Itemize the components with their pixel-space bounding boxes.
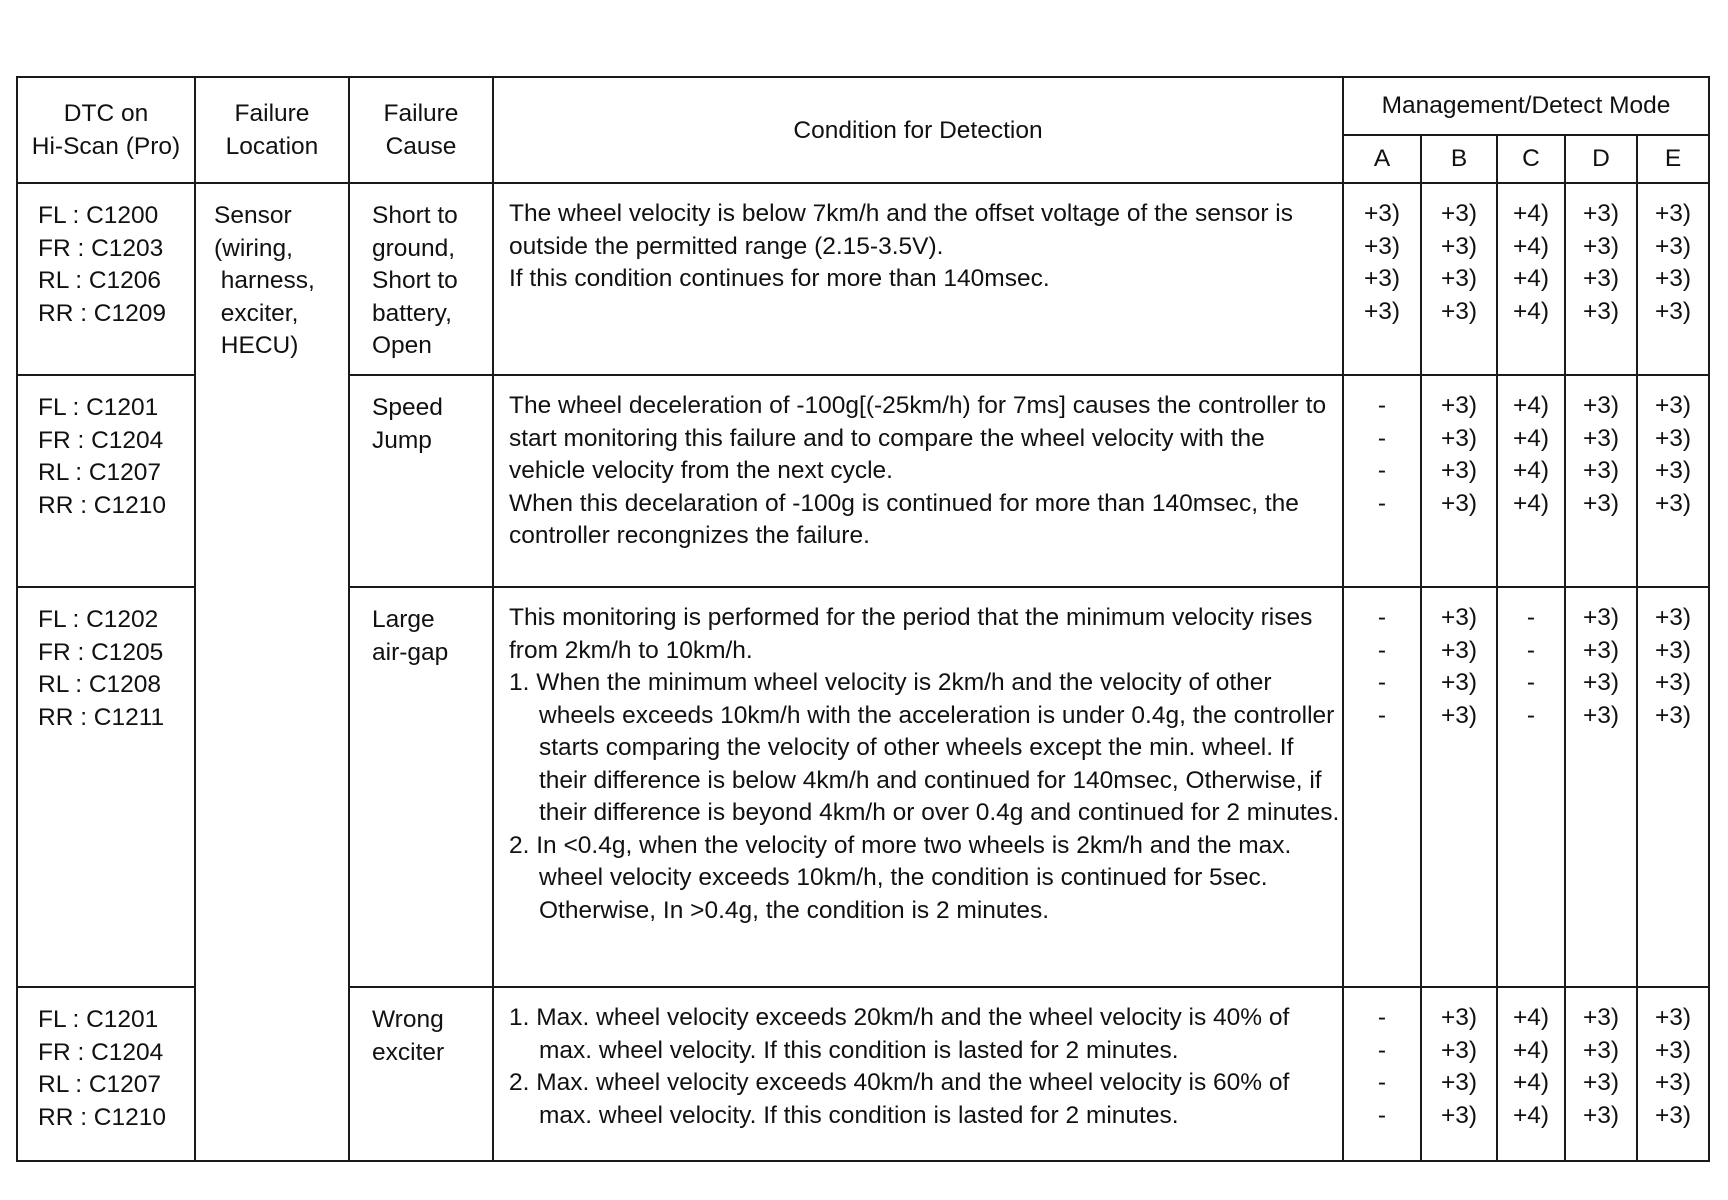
dtc-table (16, 76, 1710, 1162)
mode-value: +4) (1512, 1004, 1550, 1031)
failure-cause-line: Large (372, 606, 435, 633)
header-location-line-1: Failure (234, 100, 310, 127)
mode-value: - (1377, 604, 1387, 631)
mode-value: +3) (1654, 232, 1692, 260)
mode-a-cell (1343, 183, 1421, 375)
mode-c-cell (1497, 183, 1565, 375)
mode-value: +3) (1363, 200, 1401, 227)
mode-value: +3) (1654, 200, 1692, 227)
mode-value: +3) (1440, 669, 1478, 696)
mode-a-cell (1343, 587, 1421, 987)
mode-value: +3) (1582, 424, 1620, 452)
dtc-code: RR : C1210 (38, 491, 167, 519)
mode-value: - (1377, 1036, 1387, 1064)
mode-value: +3) (1582, 457, 1620, 484)
header-dtc (17, 77, 195, 183)
dtc-code: FR : C1203 (38, 234, 164, 262)
mode-value: +3) (1582, 200, 1620, 227)
mode-value: +3) (1440, 1004, 1478, 1031)
header-dtc-line-1: DTC on (63, 100, 149, 127)
mode-value: +3) (1654, 1004, 1692, 1031)
mode-value: +3) (1440, 1036, 1478, 1064)
header-condition: Condition for Detection (493, 77, 1343, 183)
condition-item: 1. When the minimum wheel velocity is 2km/h and the velocity of other wheels exceeds 10km/h with the acceleration is under 0.4g, the controller starts comparing the velocity of other wheels except the min. wheel. If their difference is below 4km/h and continued for 140msec, Otherwise, if their difference is beyond 4km/h or over 0.4g and continued for 2 minutes. (509, 669, 1340, 826)
mode-value: - (1377, 669, 1387, 696)
header-location-line-2: Location (225, 133, 319, 160)
mode-value: +4) (1512, 1101, 1550, 1129)
mode-value: +4) (1512, 200, 1550, 227)
mode-value: +4) (1512, 489, 1550, 517)
condition-item: 1. Max. wheel velocity exceeds 20km/h and the wheel velocity is 40% of max. wheel velocity. If this condition is lasted for 2 minutes. (509, 1004, 1290, 1064)
mode-e-cell (1637, 587, 1709, 987)
failure-cause-line: Jump (372, 426, 432, 454)
mode-value: +3) (1582, 297, 1620, 325)
mode-value: - (1377, 701, 1387, 729)
mode-value: - (1526, 604, 1536, 631)
mode-value: +3) (1654, 1036, 1692, 1064)
failure-cause-line: ground, (372, 234, 456, 262)
condition-paragraph: This monitoring is performed for the period that the minimum velocity rises from 2km/h to 10km/h. (509, 604, 1313, 664)
mode-value: - (1526, 636, 1536, 664)
dtc-code: RL : C1208 (38, 671, 162, 698)
condition-cell (493, 375, 1343, 587)
mode-value: +3) (1582, 636, 1620, 664)
mode-value: +3) (1654, 489, 1692, 517)
mode-value: +4) (1512, 424, 1550, 452)
mode-value: +3) (1654, 424, 1692, 452)
mode-value: +3) (1582, 265, 1620, 292)
header-mode-group: Management/Detect Mode (1343, 77, 1709, 135)
mode-value: +3) (1582, 232, 1620, 260)
mode-value: +3) (1363, 265, 1401, 292)
mode-value: +3) (1440, 200, 1478, 227)
mode-value: +3) (1654, 669, 1692, 696)
dtc-code: RR : C1209 (38, 299, 167, 327)
header-mode-b: B (1421, 135, 1497, 183)
table-row (17, 183, 1709, 375)
mode-value: +4) (1512, 1069, 1550, 1096)
mode-value: +3) (1654, 701, 1692, 729)
failure-cause-line: Open (372, 332, 432, 359)
mode-value: +3) (1440, 457, 1478, 484)
mode-value: - (1377, 1004, 1387, 1031)
failure-cause-cell (349, 587, 493, 987)
mode-value: +3) (1440, 489, 1478, 517)
mode-value: +3) (1582, 1069, 1620, 1096)
failure-cause-cell (349, 987, 493, 1161)
mode-value: +3) (1363, 232, 1401, 260)
failure-cause-line: Short to (372, 267, 458, 294)
condition-paragraph: If this condition continues for more than 140msec. (509, 265, 1050, 292)
condition-paragraph: When this decelaration of -100g is continued for more than 140msec, the controller recongnizes the failure. (509, 489, 1299, 549)
dtc-code: FR : C1205 (38, 638, 164, 666)
mode-value: +3) (1654, 265, 1692, 292)
header-mode-d: D (1565, 135, 1637, 183)
failure-cause-line: Wrong (372, 1006, 444, 1033)
mode-value: - (1526, 669, 1536, 696)
mode-value: +3) (1440, 636, 1478, 664)
header-cause-line-1: Failure (383, 100, 459, 127)
mode-c-cell (1497, 375, 1565, 587)
dtc-code: RL : C1206 (38, 267, 162, 294)
dtc-code: RL : C1207 (38, 459, 162, 486)
mode-value: +4) (1512, 232, 1550, 260)
mode-value: +3) (1654, 297, 1692, 325)
mode-value: +3) (1582, 1004, 1620, 1031)
dtc-code: RL : C1207 (38, 1071, 162, 1098)
condition-cell (493, 987, 1343, 1161)
dtc-cell (17, 587, 195, 987)
header-location (195, 77, 349, 183)
mode-value: +4) (1512, 265, 1550, 292)
mode-value: +3) (1654, 636, 1692, 664)
failure-cause-cell (349, 183, 493, 375)
mode-b-cell (1421, 987, 1497, 1161)
failure-location-line: harness, (214, 267, 315, 294)
mode-value: +3) (1440, 604, 1478, 631)
mode-value: +3) (1582, 1101, 1620, 1129)
mode-value: - (1377, 1069, 1387, 1096)
dtc-cell (17, 375, 195, 587)
mode-value: +3) (1440, 265, 1478, 292)
mode-value: +3) (1582, 489, 1620, 517)
mode-d-cell (1565, 183, 1637, 375)
dtc-code: FL : C1200 (38, 202, 159, 229)
mode-b-cell (1421, 183, 1497, 375)
mode-value: +3) (1582, 1036, 1620, 1064)
failure-cause-line: exciter (372, 1038, 445, 1066)
failure-location-line: exciter, (214, 299, 299, 327)
mode-value: +3) (1654, 1101, 1692, 1129)
dtc-cell (17, 183, 195, 375)
condition-item: 2. In <0.4g, when the velocity of more two wheels is 2km/h and the max. wheel velocity exceeds 10km/h, the condition is continued for 5sec. Otherwise, In >0.4g, the condition is 2 minutes. (509, 831, 1292, 924)
condition-cell (493, 183, 1343, 375)
mode-value: +4) (1512, 1036, 1550, 1064)
mode-value: +3) (1440, 1101, 1478, 1129)
mode-value: +3) (1440, 701, 1478, 729)
mode-value: +3) (1582, 604, 1620, 631)
dtc-code: RR : C1210 (38, 1103, 167, 1131)
mode-value: +4) (1512, 297, 1550, 325)
mode-b-cell (1421, 375, 1497, 587)
header-mode-e: E (1637, 135, 1709, 183)
dtc-code: FR : C1204 (38, 426, 164, 454)
mode-a-cell (1343, 987, 1421, 1161)
mode-value: +3) (1440, 297, 1478, 325)
mode-value: - (1526, 701, 1536, 729)
mode-d-cell (1565, 587, 1637, 987)
mode-value: +3) (1654, 457, 1692, 484)
condition-paragraph: The wheel deceleration of -100g[(-25km/h) for 7ms] causes the controller to start monitoring this failure and to compare the wheel velocity with the vehicle velocity from the next cycle. (509, 392, 1327, 484)
failure-cause-line: battery, (372, 299, 452, 327)
mode-value: +3) (1363, 297, 1401, 325)
failure-location-cell (195, 183, 349, 1161)
failure-cause-line: Speed (372, 394, 443, 421)
header-mode-c: C (1497, 135, 1565, 183)
mode-a-cell (1343, 375, 1421, 587)
failure-cause-cell (349, 375, 493, 587)
mode-value: - (1377, 489, 1387, 517)
mode-c-cell (1497, 987, 1565, 1161)
condition-item: 2. Max. wheel velocity exceeds 40km/h and the wheel velocity is 60% of max. wheel velocity. If this condition is lasted for 2 minutes. (509, 1069, 1290, 1129)
mode-value: - (1377, 392, 1387, 419)
dtc-code: FL : C1201 (38, 394, 159, 421)
mode-b-cell (1421, 587, 1497, 987)
mode-value: +4) (1512, 392, 1550, 419)
mode-value: +3) (1582, 669, 1620, 696)
dtc-code: FL : C1202 (38, 606, 159, 633)
mode-c-cell (1497, 587, 1565, 987)
condition-cell (493, 587, 1343, 987)
mode-value: +3) (1440, 1069, 1478, 1096)
header-cause-line-2: Cause (385, 133, 457, 160)
mode-e-cell (1637, 375, 1709, 587)
failure-location-line: Sensor (214, 202, 292, 229)
condition-paragraph: The wheel velocity is below 7km/h and the offset voltage of the sensor is outside the permitted range (2.15-3.5V). (509, 200, 1293, 260)
mode-value: - (1377, 457, 1387, 484)
header-dtc-line-2: Hi-Scan (Pro) (31, 133, 181, 160)
mode-value: +3) (1440, 424, 1478, 452)
failure-location-line: (wiring, (214, 234, 293, 262)
mode-value: +3) (1440, 232, 1478, 260)
mode-value: +3) (1654, 1069, 1692, 1096)
mode-value: +3) (1582, 701, 1620, 729)
mode-value: +3) (1654, 392, 1692, 419)
failure-location-line: HECU) (214, 332, 299, 359)
mode-value: +4) (1512, 457, 1550, 484)
mode-e-cell (1637, 987, 1709, 1161)
dtc-code: FL : C1201 (38, 1006, 159, 1033)
mode-value: +3) (1654, 604, 1692, 631)
mode-value: - (1377, 424, 1387, 452)
mode-value: - (1377, 636, 1387, 664)
header-mode-a: A (1343, 135, 1421, 183)
dtc-code: FR : C1204 (38, 1038, 164, 1066)
failure-cause-line: air-gap (372, 638, 449, 666)
mode-value: - (1377, 1101, 1387, 1129)
mode-d-cell (1565, 987, 1637, 1161)
mode-value: +3) (1582, 392, 1620, 419)
dtc-cell (17, 987, 195, 1161)
dtc-code: RR : C1211 (38, 703, 165, 731)
header-cause (349, 77, 493, 183)
mode-value: +3) (1440, 392, 1478, 419)
mode-d-cell (1565, 375, 1637, 587)
failure-cause-line: Short to (372, 202, 458, 229)
mode-e-cell (1637, 183, 1709, 375)
